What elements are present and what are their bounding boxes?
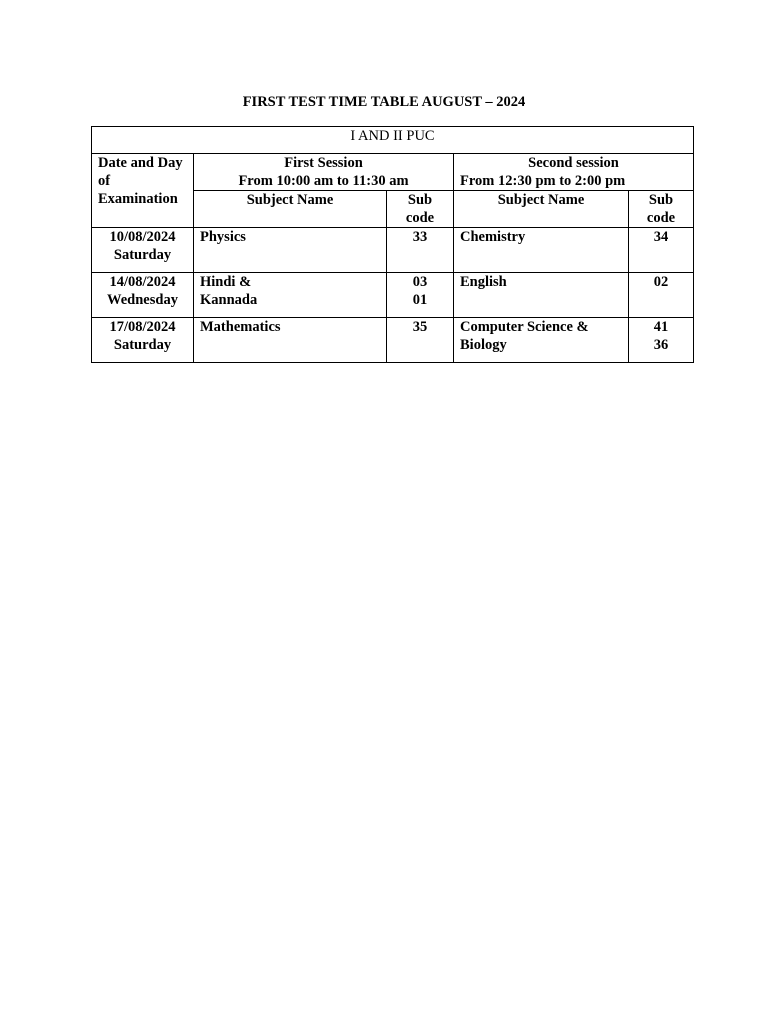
subject-name: Physics <box>200 229 246 245</box>
exam-day: Saturday <box>113 247 172 263</box>
first-session-title: First Session <box>284 155 363 171</box>
first-session-header <box>194 154 454 191</box>
date-header-line: of <box>98 173 111 189</box>
subject-code: 33 <box>412 229 428 245</box>
subject-name: Chemistry <box>460 229 526 245</box>
second-session-title: Second session <box>528 155 619 171</box>
second-subject-cell <box>454 318 629 363</box>
second-code-cell <box>629 318 694 363</box>
subject-code: 36 <box>653 337 669 353</box>
first-subject-cell <box>194 273 387 318</box>
exam-date: 17/08/2024 <box>109 319 176 335</box>
exam-day: Wednesday <box>107 292 178 308</box>
date-header-line: Examination <box>98 191 178 207</box>
exam-date: 10/08/2024 <box>109 229 176 245</box>
code-header-line: code <box>646 210 676 226</box>
session-header-row <box>92 154 694 191</box>
first-subject-cell <box>194 318 387 363</box>
date-cell <box>92 228 194 273</box>
first-code-cell <box>387 228 454 273</box>
first-subject-header: Subject Name <box>194 191 387 228</box>
subject-code: 02 <box>653 274 669 290</box>
second-subject-header: Subject Name <box>454 191 629 228</box>
subject-name: Biology <box>460 337 507 353</box>
subject-name: Hindi & <box>200 274 252 290</box>
date-cell <box>92 318 194 363</box>
second-subject-cell <box>454 228 629 273</box>
exam-date: 14/08/2024 <box>109 274 176 290</box>
table-row <box>92 273 694 318</box>
date-header-cell <box>92 154 194 228</box>
second-session-header <box>454 154 694 191</box>
subject-name: English <box>460 274 507 290</box>
first-code-cell <box>387 318 454 363</box>
subject-code: 34 <box>653 229 669 245</box>
date-header-line: Date and Day <box>98 155 183 171</box>
subject-name: Mathematics <box>200 319 281 335</box>
subject-code: 01 <box>412 292 428 308</box>
table-row <box>92 228 694 273</box>
second-code-header <box>629 191 694 228</box>
subject-code: 03 <box>412 274 428 290</box>
first-code-header <box>387 191 454 228</box>
group-header: I AND II PUC <box>92 127 694 154</box>
second-code-cell <box>629 228 694 273</box>
group-header-row <box>92 127 694 154</box>
date-cell <box>92 273 194 318</box>
subject-name: Computer Science & <box>460 319 589 335</box>
subject-code: 41 <box>653 319 669 335</box>
table-row <box>92 318 694 363</box>
second-session-time: From 12:30 pm to 2:00 pm <box>460 173 626 189</box>
first-subject-cell <box>194 228 387 273</box>
code-header-line: Sub <box>648 192 674 208</box>
second-subject-cell <box>454 273 629 318</box>
subject-code: 35 <box>412 319 428 335</box>
document-title: FIRST TEST TIME TABLE AUGUST – 2024 <box>242 94 526 110</box>
first-code-cell <box>387 273 454 318</box>
code-header-line: Sub <box>407 192 433 208</box>
first-session-time: From 10:00 am to 11:30 am <box>238 173 409 189</box>
second-code-cell <box>629 273 694 318</box>
exam-day: Saturday <box>113 337 172 353</box>
code-header-line: code <box>405 210 435 226</box>
timetable <box>91 126 694 363</box>
subject-name: Kannada <box>200 292 258 308</box>
